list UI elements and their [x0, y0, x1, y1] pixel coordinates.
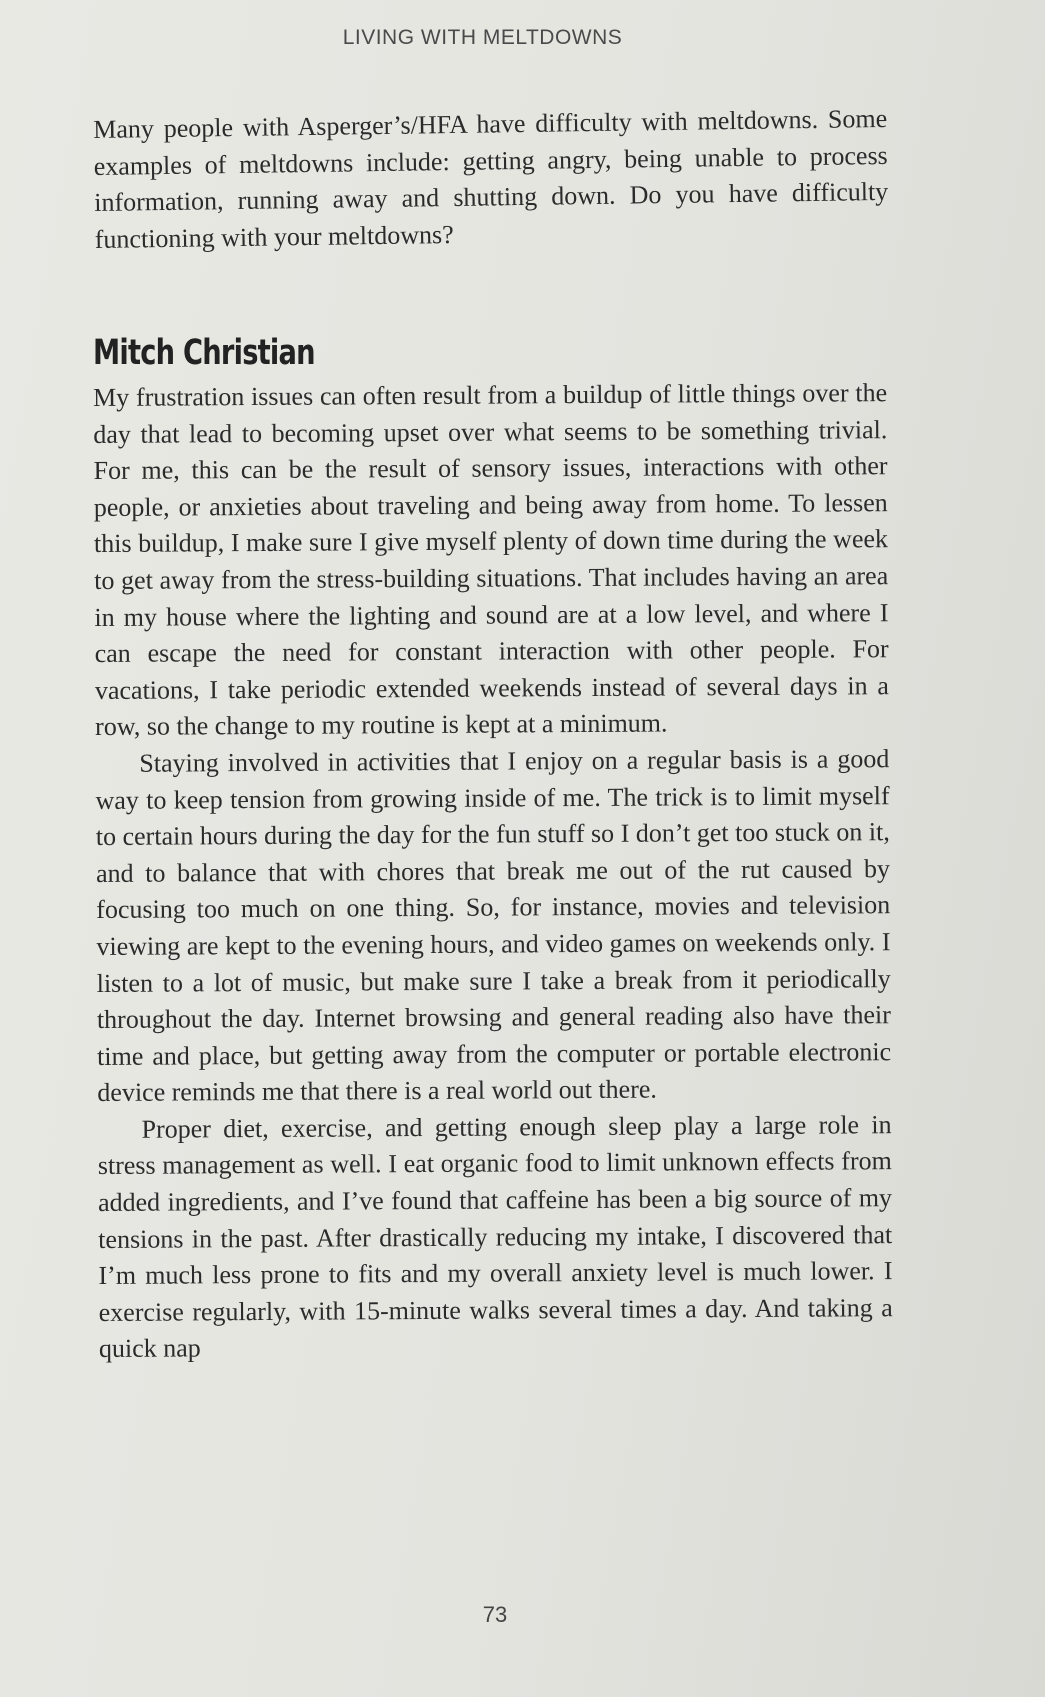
author-heading: Mitch Christian — [93, 333, 315, 373]
body-paragraph-1: My frustration issues can often result from a buildup of little things over the day that lead to becoming upset over what seems to be something trivial. For me, this can be the result of sensory issues, interactions with other people, or anxieties about traveling and being away from home. To lessen this buildup, I make sure I give myself plenty of down time during the week to get away from the stress-building situations. That includes having an area in my house where the lighting and sound are at a low level, and where I can escape the need for constant interaction with other people. For vacations, I take periodic extended weekends instead of several days in a row, so the change to my routine is kept at a minimum. — [93, 378, 889, 742]
page-number: 73 — [482, 1602, 508, 1627]
body-paragraph-2: Staying involved in activities that I enjoy on a regular basis is a good way to keep tension from growing inside of me. The trick is to limit myself to certain hours during the day for the fun stuff so I don’t get too stuck on it, and to balance that with chores that break me out of the rut caused by focusing too much on one thing. So, for instance, movies and television viewing are kept to the evening hours, and video games on weekends only. I listen to a lot of music, but make sure I take a break from it periodically throughout the day. Internet browsing and general reading also have their time and place, but getting away from the computer or portable electronic device reminds me that there is a real world out there. — [95, 744, 892, 1108]
question-paragraph: Many people with Asperger’s/HFA have difficulty with meltdowns. Some examples of meltdowns include: getting angry, being unable to process information, running away and shutting down. Do you have difficulty functioning with your meltdowns? — [93, 103, 889, 254]
body-paragraph-3: Proper diet, exercise, and getting enough sleep play a large role in stress management as well. I eat organic food to limit unknown effects from added ingredients, and I’ve found that caffeine has been a big source of my tensions in the past. After drastically reducing my intake, I discovered that I’m much less prone to fits and my overall anxiety level is much lower. I exercise regularly, with 15-minute walks several times a day. And taking a quick nap — [97, 1110, 893, 1364]
running-head: LIVING WITH MELTDOWNS — [342, 26, 623, 49]
author-response — [93, 375, 893, 1368]
